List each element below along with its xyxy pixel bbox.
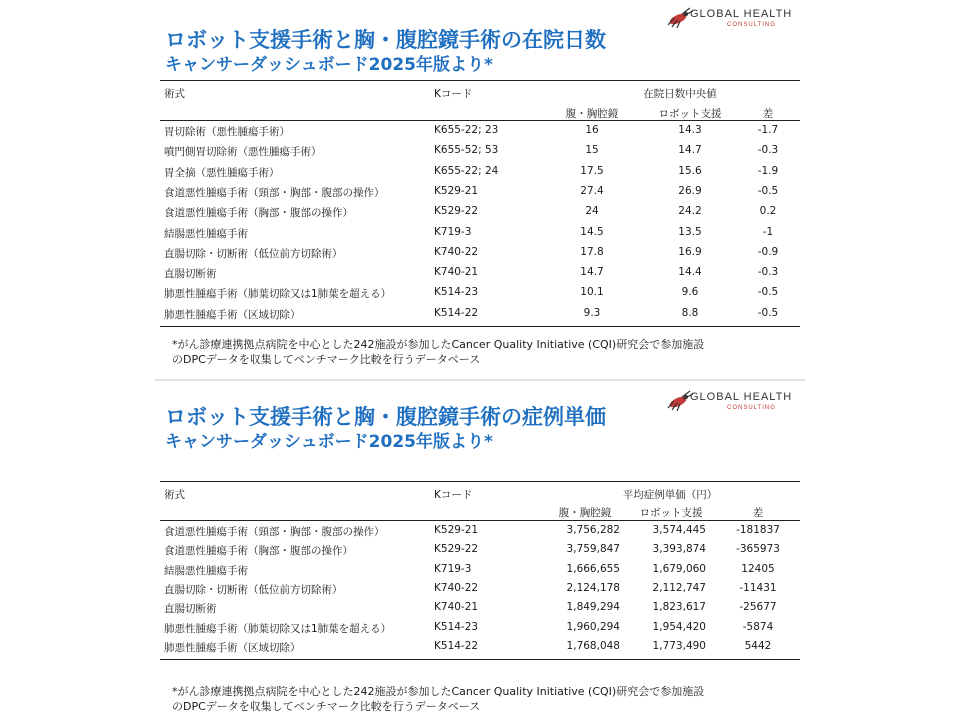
row-robotic-value: 14.4 [678,266,702,279]
row-procedure: 直腸切除・切断術（低位前方切除術） [164,247,343,260]
row-laparoscopic-value: 14.7 [580,266,604,279]
row-robotic-value: 9.6 [681,286,699,299]
row-code: K740-22 [434,581,479,594]
header-rule [160,520,800,521]
row-procedure: 直腸切断術 [164,603,217,616]
row-laparoscopic-value: 3,759,847 [566,543,620,556]
row-procedure: 結腸悪性腫瘍手術 [164,227,248,240]
header-procedure: 術式 [164,489,185,501]
row-diff-value: -0.9 [757,245,779,258]
footnote-line-1: *がん診療連携拠点病院を中心とした242施設が参加したCancer Quality Initiative (CQI)研究会で参加施設 [172,338,705,351]
brand-tagline: CONSULTING [727,22,776,28]
title-line-2: キャンサーダッシュボード2025年版より* [165,55,493,75]
row-code: K719-3 [434,225,472,238]
cost-slide [0,381,960,720]
row-procedure: 直腸切除・切断術（低位前方切除術） [164,583,343,596]
footnote [172,684,812,714]
row-code: K529-22 [434,205,479,218]
row-code: K529-21 [434,524,479,536]
title-line-1: ロボット支援手術と胸・腹腔鏡手術の在院日数 [165,28,606,52]
header-col-diff: 差 [762,108,774,120]
header-col-laparoscopic: 腹・胸腔鏡 [558,507,612,519]
row-laparoscopic-value: 1,849,294 [566,601,620,614]
row-diff-value: -0.3 [757,144,779,157]
header-col-robotic: ロボット支援 [658,108,722,120]
row-robotic-value: 2,112,747 [652,581,706,594]
page-title [165,405,606,454]
header-col-robotic: ロボット支援 [639,507,703,519]
header-group: 平均症例単価（円） [622,489,718,501]
row-diff-value: -181837 [736,524,780,536]
footnote [172,337,812,367]
row-diff-value: -0.5 [757,306,779,319]
footnote-line-2: のDPCデータを収集してベンチマーク比較を行うデータベース [172,700,481,713]
row-laparoscopic-value: 14.5 [580,225,604,238]
row-code: K655-22; 24 [434,164,499,177]
row-laparoscopic-value: 1,768,048 [566,639,620,652]
row-procedure: 食道悪性腫瘍手術（胸部・腹部の操作） [164,545,353,558]
brand-name: GLOBAL HEALTH [690,8,793,20]
row-robotic-value: 8.8 [681,306,699,319]
row-robotic-value: 3,574,445 [652,524,706,536]
row-diff-value: -5874 [742,620,774,633]
table-bottom-rule [160,326,800,327]
brand-name: GLOBAL HEALTH [690,391,793,403]
header-group: 在院日数中央値 [643,88,717,100]
footnote-line-2: のDPCデータを収集してベンチマーク比較を行うデータベース [172,353,481,366]
los-table [160,80,800,328]
row-laparoscopic-value: 1,960,294 [566,620,620,633]
row-diff-value: -11431 [739,581,777,594]
header-procedure: 術式 [164,88,185,100]
brand-tagline: CONSULTING [727,405,776,411]
row-diff-value: 0.2 [759,205,777,218]
row-robotic-value: 13.5 [678,225,702,238]
row-code: K514-23 [434,620,479,633]
title-line-2: キャンサーダッシュボード2025年版より* [165,432,493,452]
row-laparoscopic-value: 24 [585,205,599,218]
row-robotic-value: 14.7 [678,144,702,157]
row-procedure: 直腸切断術 [164,268,217,281]
row-code: K740-22 [434,245,479,258]
row-laparoscopic-value: 1,666,655 [566,562,620,575]
row-code: K740-21 [434,266,479,279]
row-robotic-value: 16.9 [678,245,702,258]
row-laparoscopic-value: 17.8 [580,245,604,258]
row-robotic-value: 15.6 [678,164,702,177]
row-diff-value: -365973 [736,543,780,556]
row-diff-value: -0.5 [757,184,779,197]
row-code: K719-3 [434,562,472,575]
row-code: K655-22; 23 [434,124,499,136]
row-robotic-value: 26.9 [678,184,702,197]
row-procedure: 食道悪性腫瘍手術（頸部・胸部・腹部の操作） [164,186,385,199]
row-laparoscopic-value: 2,124,178 [566,581,620,594]
row-code: K514-22 [434,639,479,652]
row-robotic-value: 1,773,490 [652,639,706,652]
row-robotic-value: 24.2 [678,205,702,218]
title-line-1: ロボット支援手術と胸・腹腔鏡手術の症例単価 [165,405,606,429]
row-code: K529-21 [434,184,479,197]
row-diff-value: -0.3 [757,266,779,279]
row-robotic-value: 1,823,617 [652,601,706,614]
row-procedure: 肺悪性腫瘍手術（区域切除） [164,641,301,654]
row-code: K514-22 [434,306,479,319]
row-diff-value: 5442 [744,639,772,652]
row-diff-value: -1 [762,225,774,238]
row-diff-value: -1.7 [757,124,779,136]
row-code: K514-23 [434,286,479,299]
header-col-laparoscopic: 腹・胸腔鏡 [565,108,619,120]
row-laparoscopic-value: 27.4 [580,184,604,197]
row-laparoscopic-value: 10.1 [580,286,604,299]
row-procedure: 胃全摘（悪性腫瘍手術） [164,166,280,179]
row-code: K529-22 [434,543,479,556]
row-laparoscopic-value: 9.3 [583,306,601,319]
table-bottom-rule [160,659,800,660]
row-diff-value: 12405 [741,562,775,575]
cost-table [160,481,800,661]
row-diff-value: -1.9 [757,164,779,177]
company-logo [664,6,814,28]
header-code: Kコード [434,88,473,100]
footnote-line-1: *がん診療連携拠点病院を中心とした242施設が参加したCancer Quality Initiative (CQI)研究会で参加施設 [172,685,705,698]
company-logo [664,389,814,411]
row-laparoscopic-value: 16 [585,124,599,136]
row-robotic-value: 14.3 [678,124,702,136]
table-top-rule [160,80,800,81]
row-procedure: 噴門側胃切除術（悪性腫瘍手術） [164,146,322,159]
row-procedure: 肺悪性腫瘍手術（区域切除） [164,308,301,321]
row-diff-value: -0.5 [757,286,779,299]
row-procedure: 結腸悪性腫瘍手術 [164,564,248,577]
header-rule [160,120,800,121]
row-procedure: 食道悪性腫瘍手術（胸部・腹部の操作） [164,207,353,220]
header-code: Kコード [434,489,473,501]
header-col-diff: 差 [752,507,764,519]
page-title [165,28,606,77]
row-diff-value: -25677 [739,601,777,614]
row-robotic-value: 1,679,060 [652,562,706,575]
row-procedure: 胃切除術（悪性腫瘍手術） [164,126,290,138]
row-robotic-value: 3,393,874 [652,543,706,556]
row-robotic-value: 1,954,420 [652,620,706,633]
row-procedure: 肺悪性腫瘍手術（肺葉切除又は1肺葉を超える） [164,288,392,301]
table-top-rule [160,481,800,482]
row-laparoscopic-value: 17.5 [580,164,604,177]
row-procedure: 食道悪性腫瘍手術（頸部・胸部・腹部の操作） [164,526,385,538]
row-laparoscopic-value: 3,756,282 [566,524,620,536]
row-code: K740-21 [434,601,479,614]
row-code: K655-52; 53 [434,144,499,157]
row-laparoscopic-value: 15 [585,144,599,157]
row-procedure: 肺悪性腫瘍手術（肺葉切除又は1肺葉を超える） [164,622,392,635]
